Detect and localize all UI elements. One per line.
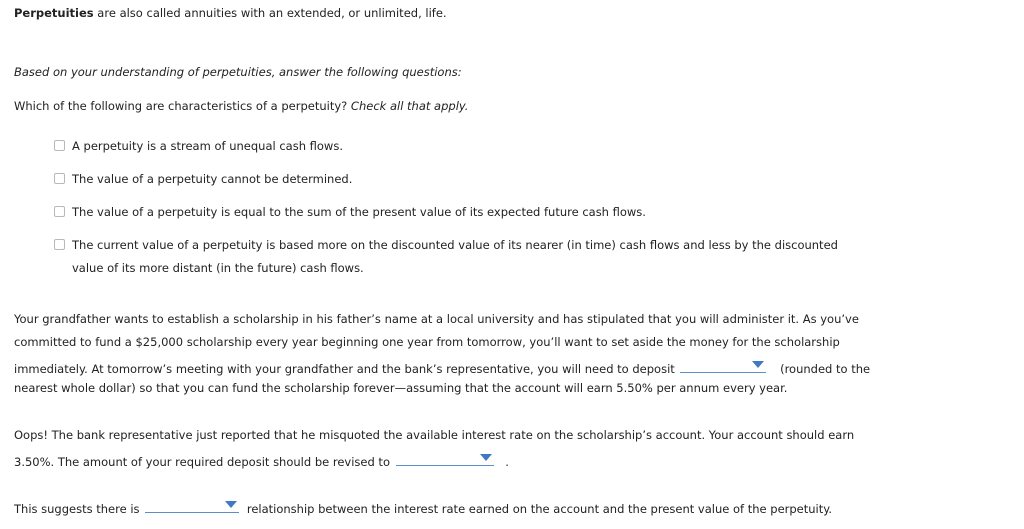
option-4-label-line-2: value of its more distant (in the future) cash flows.: [72, 261, 364, 275]
instructions: Based on your understanding of perpetuities, answer the following questions:: [14, 65, 462, 79]
intro-text: [14, 6, 447, 20]
relationship-before: This suggests there is: [14, 502, 140, 516]
chevron-down-icon: [225, 501, 237, 508]
option-3-checkbox[interactable]: [54, 206, 65, 217]
scenario-line-3-before: immediately. At tomorrow’s meeting with your grandfather and the bank’s representative, you will need to deposit: [14, 362, 675, 376]
chevron-down-icon: [480, 454, 492, 461]
question-1-text: Which of the following are characteristics of a perpetuity?: [14, 99, 348, 113]
option-2-label: The value of a perpetuity cannot be determined.: [72, 172, 353, 186]
question-1-prompt: [14, 99, 468, 113]
option-3-label: The value of a perpetuity is equal to the sum of the present value of its expected future cash flows.: [72, 205, 646, 219]
deposit-dropdown[interactable]: [680, 358, 766, 373]
oops-line-1: Oops! The bank representative just reported that he misquoted the available interest rate on the scholarship’s account. Your account should earn: [14, 428, 855, 442]
scenario-line-4: nearest whole dollar) so that you can fund the scholarship forever—assuming that the account will earn 5.50% per annum every year.: [14, 381, 788, 395]
oops-line-2-after: .: [505, 455, 509, 469]
oops-line-2-before: 3.50%. The amount of your required deposit should be revised to: [14, 455, 390, 469]
intro-term: Perpetuities: [14, 6, 94, 20]
scenario-line-2: committed to fund a $25,000 scholarship every year beginning one year from tomorrow, you’ll want to set aside the money for the scholarship: [14, 335, 840, 349]
option-1-checkbox[interactable]: [54, 140, 65, 151]
relationship-line: [14, 498, 832, 516]
option-1-label: A perpetuity is a stream of unequal cash flows.: [72, 139, 343, 153]
intro-rest: are also called annuities with an extended, or unlimited, life.: [93, 6, 447, 20]
chevron-down-icon: [752, 361, 764, 368]
option-4-checkbox[interactable]: [54, 239, 65, 250]
option-4-label-line-1: The current value of a perpetuity is based more on the discounted value of its nearer (in time) cash flows and less by the discounted: [72, 238, 838, 252]
scenario-line-3: [14, 358, 870, 376]
relationship-after: relationship between the interest rate earned on the account and the present value of the perpetuity.: [246, 502, 833, 516]
relationship-dropdown[interactable]: [145, 498, 239, 513]
question-1-hint: Check all that apply.: [350, 99, 469, 113]
scenario-line-3-after: (rounded to the: [780, 362, 871, 376]
option-2-checkbox[interactable]: [54, 173, 65, 184]
oops-line-2: [14, 451, 509, 469]
scenario-line-1: Your grandfather wants to establish a scholarship in his father’s name at a local university and has stipulated that you will administer it. As you’ve: [14, 312, 859, 326]
revised-deposit-dropdown[interactable]: [396, 451, 494, 466]
